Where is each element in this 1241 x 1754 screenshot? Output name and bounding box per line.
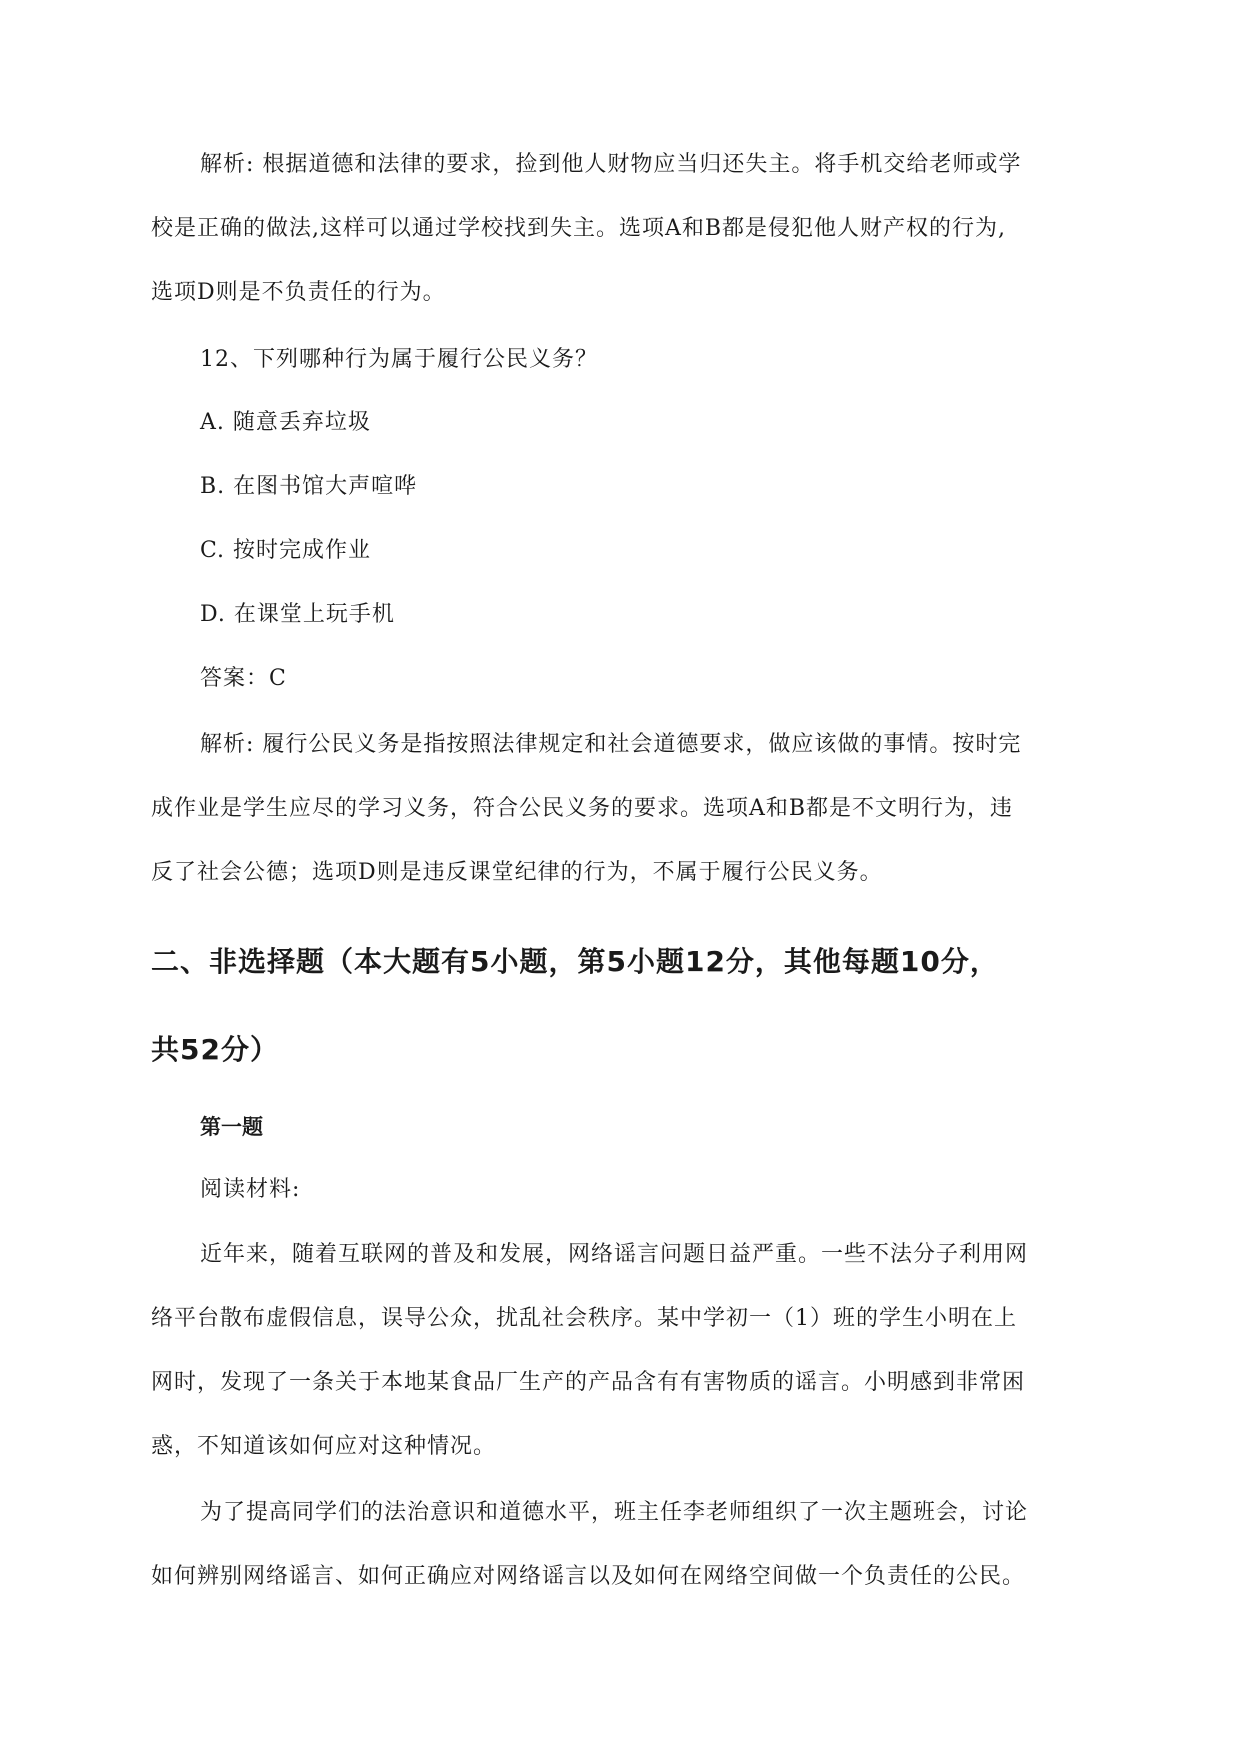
question-1-intro: 阅读材料: <box>200 1177 301 1202</box>
question-12-stem: 12、下列哪种行为属于履行公民义务？ <box>200 347 598 372</box>
section-2-title-line-1: 二、非选择题（本大题有5小题，第5小题12分，其他每题10分， <box>151 945 999 978</box>
material-para-2-line-2: 如何辨别网络谣言、如何正确应对网络谣言以及如何在网络空间做一个负责任的公民。 <box>151 1564 1026 1589</box>
question-12-option-a: A. 随意丢弃垃圾 <box>200 410 371 435</box>
material-para-1-line-4: 惑，不知道该如何应对这种情况。 <box>151 1434 497 1459</box>
analysis-12-line-3: 反了社会公德；选项D则是违反课堂纪律的行为，不属于履行公民义务。 <box>151 860 883 885</box>
analysis-12-line-2: 成作业是学生应尽的学习义务，符合公民义务的要求。选项A和B都是不文明行为，违 <box>151 796 1014 821</box>
section-2-title-line-2: 共52分） <box>151 1033 279 1066</box>
question-12-option-d: D. 在课堂上玩手机 <box>200 602 395 627</box>
material-para-2-line-1: 为了提高同学们的法治意识和道德水平，班主任李老师组织了一次主题班会，讨论 <box>200 1500 1029 1525</box>
analysis-11-line-3: 选项D则是不负责任的行为。 <box>151 280 446 305</box>
material-para-1-line-2: 络平台散布虚假信息，误导公众，扰乱社会秩序。某中学初一（1）班的学生小明在上 <box>151 1306 1017 1331</box>
material-para-1-line-1: 近年来，随着互联网的普及和发展，网络谣言问题日益严重。一些不法分子利用网 <box>200 1242 1029 1267</box>
analysis-11-line-1: 解析: 根据道德和法律的要求，捡到他人财物应当归还失主。将手机交给老师或学 <box>200 152 1022 177</box>
question-12-option-c: C. 按时完成作业 <box>200 538 372 563</box>
question-1-title: 第一题 <box>200 1115 263 1139</box>
analysis-12-line-1: 解析: 履行公民义务是指按照法律规定和社会道德要求，做应该做的事情。按时完 <box>200 732 1022 757</box>
question-12-answer: 答案：C <box>200 666 287 691</box>
analysis-11-line-2: 校是正确的做法,这样可以通过学校找到失主。选项A和B都是侵犯他人财产权的行为, <box>151 216 1007 241</box>
question-12-option-b: B. 在图书馆大声喧哗 <box>200 474 418 499</box>
material-para-1-line-3: 网时，发现了一条关于本地某食品厂生产的产品含有有害物质的谣言。小明感到非常困 <box>151 1370 1026 1395</box>
